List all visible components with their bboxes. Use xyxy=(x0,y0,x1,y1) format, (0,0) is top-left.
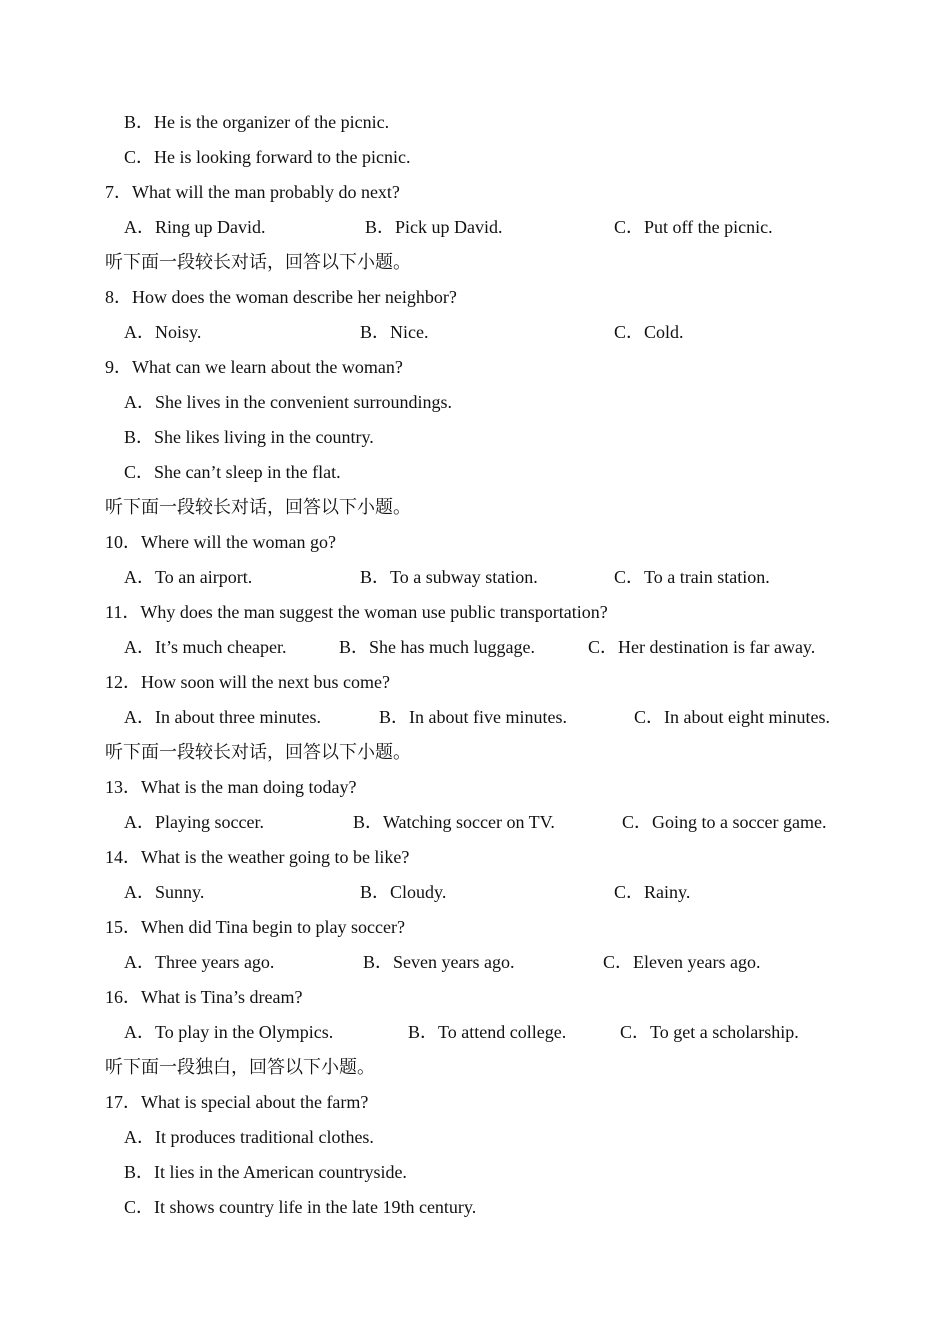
question-line: 9．What can we learn about the woman? xyxy=(105,357,403,377)
option-line: A．She lives in the convenient surroundings. xyxy=(124,392,452,412)
section-instruction: 听下面一段较长对话，回答以下小题。 xyxy=(105,497,411,517)
question-line: 8．How does the woman describe her neighbor? xyxy=(105,287,457,307)
question-line: 11．Why does the man suggest the woman use public transportation? xyxy=(105,602,608,622)
option-c: C．Her destination is far away. xyxy=(588,637,816,657)
section-instruction: 听下面一段独白，回答以下小题。 xyxy=(105,1057,375,1077)
option-b: B．Watching soccer on TV. xyxy=(353,812,555,832)
option-a: A．Noisy. xyxy=(124,322,202,342)
option-c: C．Eleven years ago. xyxy=(603,952,761,972)
option-line: C．She can’t sleep in the flat. xyxy=(124,462,341,482)
question-line: 16．What is Tina’s dream? xyxy=(105,987,303,1007)
option-line: C．It shows country life in the late 19th century. xyxy=(124,1197,477,1217)
option-c: C．To get a scholarship. xyxy=(620,1022,799,1042)
option-a: A．Playing soccer. xyxy=(124,812,264,832)
option-line: C．He is looking forward to the picnic. xyxy=(124,147,411,167)
question-line: 14．What is the weather going to be like? xyxy=(105,847,410,867)
option-c: C．In about eight minutes. xyxy=(634,707,830,727)
option-c: C．Cold. xyxy=(614,322,684,342)
option-b: B．Pick up David. xyxy=(365,217,503,237)
option-line: B．She likes living in the country. xyxy=(124,427,374,447)
option-a: A．To an airport. xyxy=(124,567,253,587)
question-line: 10．Where will the woman go? xyxy=(105,532,336,552)
question-line: 7．What will the man probably do next? xyxy=(105,182,400,202)
option-line: B．He is the organizer of the picnic. xyxy=(124,112,390,132)
option-a: A．In about three minutes. xyxy=(124,707,321,727)
option-a: A．Sunny. xyxy=(124,882,205,902)
option-c: C．To a train station. xyxy=(614,567,770,587)
question-line: 15．When did Tina begin to play soccer? xyxy=(105,917,405,937)
option-b: B．Nice. xyxy=(360,322,429,342)
option-line: A．It produces traditional clothes. xyxy=(124,1127,374,1147)
option-line: B．It lies in the American countryside. xyxy=(124,1162,407,1182)
question-line: 12．How soon will the next bus come? xyxy=(105,672,390,692)
option-b: B．To a subway station. xyxy=(360,567,538,587)
section-instruction: 听下面一段较长对话，回答以下小题。 xyxy=(105,252,411,272)
option-a: A．Three years ago. xyxy=(124,952,275,972)
section-instruction: 听下面一段较长对话，回答以下小题。 xyxy=(105,742,411,762)
option-a: A．Ring up David. xyxy=(124,217,266,237)
option-b: B．She has much luggage. xyxy=(339,637,535,657)
option-a: A．It’s much cheaper. xyxy=(124,637,287,657)
option-b: B．In about five minutes. xyxy=(379,707,567,727)
option-c: C．Rainy. xyxy=(614,882,691,902)
option-b: B．Cloudy. xyxy=(360,882,447,902)
question-line: 17．What is special about the farm? xyxy=(105,1092,369,1112)
question-line: 13．What is the man doing today? xyxy=(105,777,357,797)
option-c: C．Going to a soccer game. xyxy=(622,812,827,832)
option-a: A．To play in the Olympics. xyxy=(124,1022,334,1042)
option-b: B．To attend college. xyxy=(408,1022,567,1042)
option-c: C．Put off the picnic. xyxy=(614,217,773,237)
option-b: B．Seven years ago. xyxy=(363,952,515,972)
